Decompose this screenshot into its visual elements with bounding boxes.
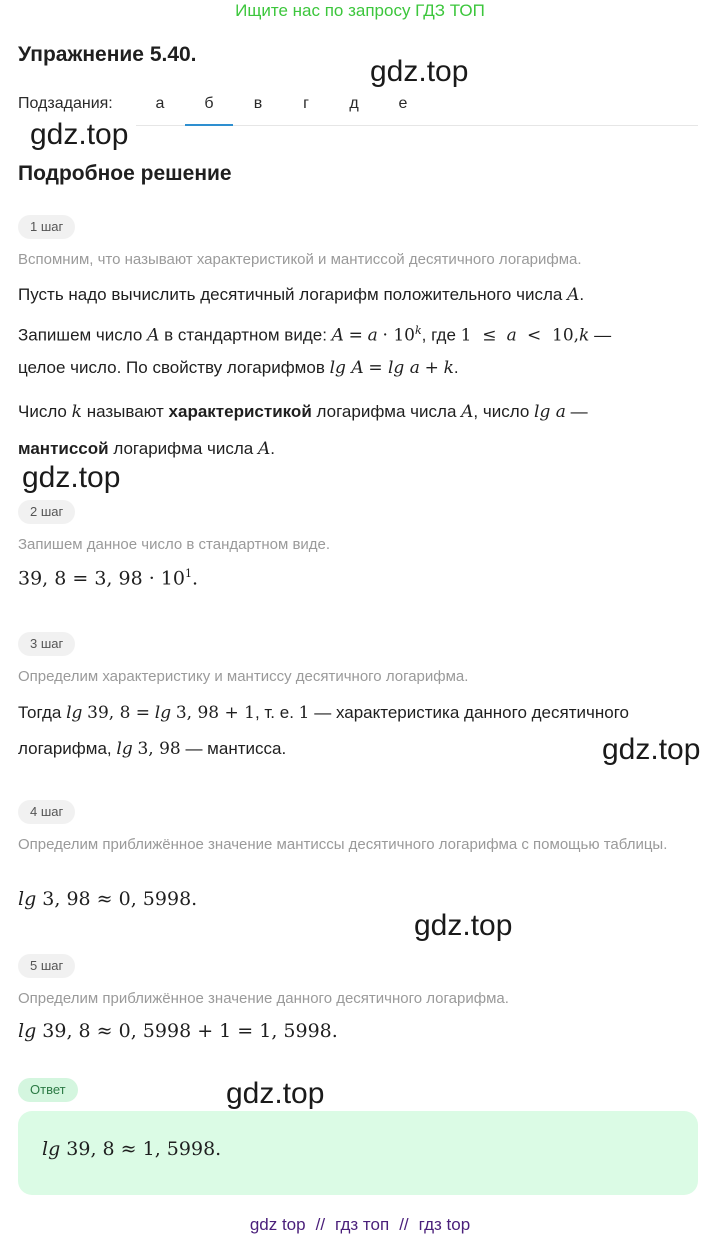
formula-text: 39, 8 = 3, 98 · 10 (18, 567, 185, 590)
step-text-part: число (482, 402, 530, 421)
footer-link[interactable]: гдз top (418, 1215, 471, 1234)
step-hint: Определим приближённое значение данного десятичного логарифма. (18, 990, 509, 1007)
step-text: Запишем число A в стандартном виде: $A = a \cdot 10^k$, где 1 ≤ a < 10,k — (18, 324, 612, 346)
watermark: gdz.top (22, 461, 121, 494)
step-text-part: целое число. По свойству логарифмов (18, 358, 325, 377)
step-text: целое число. По свойству логарифмов lg A = lg a + k. (18, 358, 459, 378)
formula-text: 3, 98 ≈ 0, 5998. (42, 888, 198, 910)
tab-d[interactable]: д (349, 95, 359, 112)
footer-links (0, 1215, 720, 1235)
answer-badge: Ответ (18, 1078, 78, 1102)
step-hint: Определим приближённое значение мантиссы десятичного логарифма с помощью таблицы. (18, 836, 668, 853)
watermark: gdz.top (226, 1077, 325, 1110)
step-badge: 2 шаг (18, 500, 75, 524)
subtask-tabs (136, 95, 698, 126)
step-formula: lg 3, 98 ≈ 0, 5998. (18, 888, 198, 910)
step-text-part: логарифма, (18, 739, 112, 758)
step-text-part: — характеристика данного десятичного (314, 703, 629, 722)
step-text-part: Пусть надо вычислить десятичный логарифм положительного числа (18, 285, 563, 304)
watermark: gdz.top (370, 55, 469, 88)
step-formula: lg 39, 8 ≈ 0, 5998 + 1 = 1, 5998. (18, 1020, 338, 1042)
tab-a[interactable]: а (155, 95, 165, 112)
term-characteristic: характеристикой (168, 402, 312, 421)
step-hint: Вспомним, что называют характеристикой и мантиссой десятичного логарифма. (18, 251, 582, 268)
step-badge: 1 шаг (18, 215, 75, 239)
step-badge: 3 шаг (18, 632, 75, 656)
step-hint: Определим характеристику и мантиссу десятичного логарифма. (18, 668, 469, 685)
step-text-part: Запишем число (18, 325, 143, 345)
watermark: gdz.top (30, 118, 129, 151)
step-hint: Запишем данное число в стандартном виде. (18, 536, 331, 553)
tab-e[interactable]: е (398, 95, 408, 112)
footer-separator: // (399, 1215, 409, 1234)
tab-b[interactable]: б (185, 95, 233, 126)
step-text: мантиссой логарифма числа A. (18, 439, 275, 459)
step-text: логарифма, lg 3, 98 — мантисса. (18, 739, 287, 759)
footer-link[interactable]: gdz top (249, 1215, 306, 1234)
answer-formula: lg 39, 8 ≈ 1, 5998. (42, 1138, 222, 1160)
step-text-part: называют (86, 402, 164, 421)
tab-v[interactable]: в (253, 95, 263, 112)
step-text-part: т. е. (264, 703, 294, 722)
step-formula: 39, 8 = 3, $98 \cdot 10^1$. (18, 567, 199, 590)
subtasks-label: Подзадания: (18, 95, 113, 112)
step-text-part: в стандартном виде: (164, 325, 327, 345)
step-text: Пусть надо вычислить десятичный логарифм положительного числа A. (18, 285, 585, 305)
step-text-part: логарифма числа (113, 439, 254, 458)
watermark: gdz.top (602, 733, 701, 766)
step-text-part: — мантисса. (185, 739, 287, 758)
step-text-part: где (431, 325, 456, 345)
tab-g[interactable]: г (303, 95, 309, 112)
step-badge: 5 шаг (18, 954, 75, 978)
step-text-part: Тогда (18, 703, 62, 722)
solution-title: Подробное решение (18, 162, 232, 185)
step-text: Число k называют характеристикой логарифма числа A, число lg a — (18, 402, 588, 422)
watermark: gdz.top (414, 909, 513, 942)
term-mantissa: мантиссой (18, 439, 109, 458)
page-title: Упражнение 5.40. (18, 43, 197, 66)
step-text-part: логарифма числа (316, 402, 457, 421)
footer-link[interactable]: гдз топ (335, 1215, 390, 1234)
search-banner: Ищите нас по запросу ГДЗ ТОП (235, 1, 485, 20)
step-badge: 4 шаг (18, 800, 75, 824)
step-text: Тогда lg 39, 8 = lg 3, 98 + 1, т. е. 1 — характеристика данного десятичного (18, 703, 629, 723)
step-text-part: Число (18, 402, 67, 421)
formula-text: 39, 8 ≈ 1, 5998. (66, 1138, 222, 1160)
footer-separator: // (315, 1215, 326, 1234)
formula-text: 39, 8 ≈ 0, 5998 + 1 = 1, 5998. (42, 1020, 338, 1042)
